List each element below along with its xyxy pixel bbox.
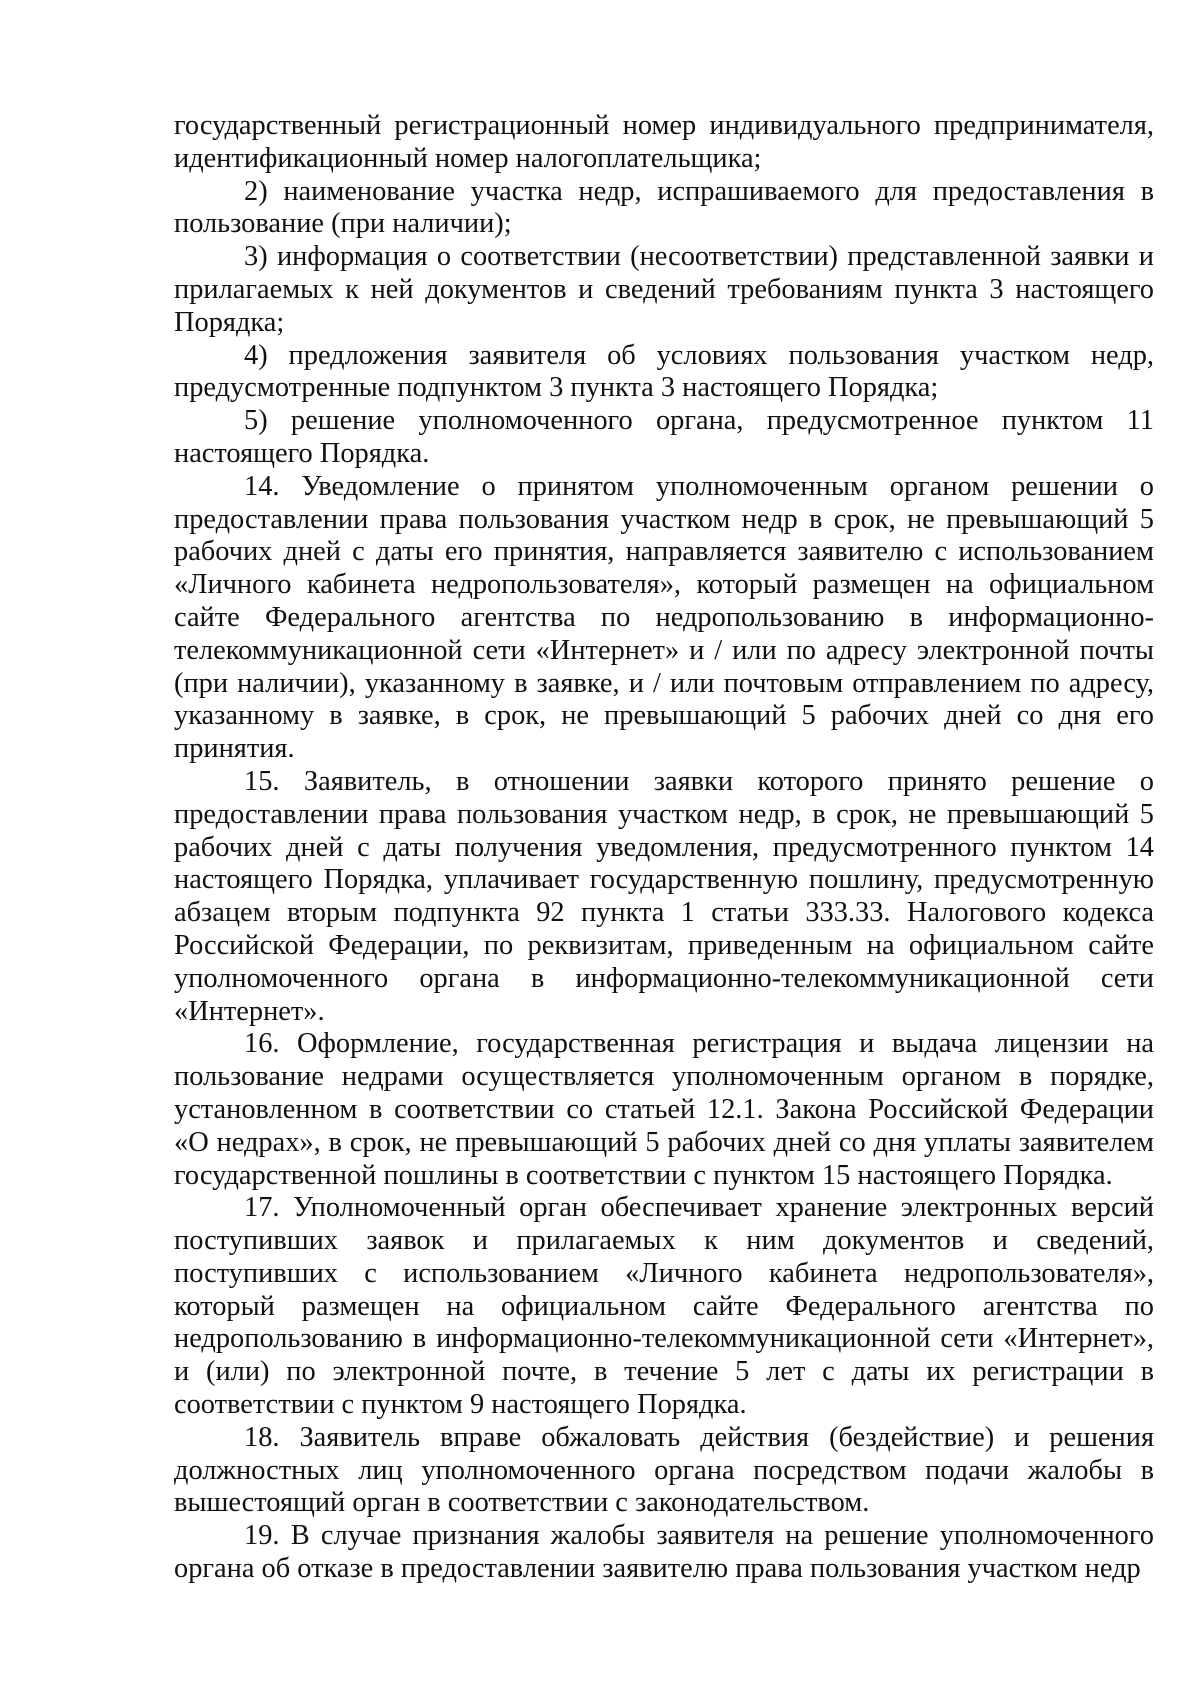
document-page xyxy=(174,110,1154,1586)
paragraph-item-2-subsoil-plot-name: 2) наименование участка недр, испрашиваемого для предоставления в пользование (при наличии); xyxy=(174,175,1154,240)
paragraph-clause-17-storage: 17. Уполномоченный орган обеспечивает хранение электронных версий поступивших заявок и прилагаемых к ним документов и сведений, поступивших с использованием «Личного кабинета недропользователя», который размещен на официальном сайте Федерального агентства по недропользованию в информационно-телекоммуникационной сети «Интернет», и (или) по электронной почте, в течение 5 лет с даты их регистрации в соответствии с пунктом 9 настоящего Порядка. xyxy=(174,1192,1154,1421)
paragraph-item-4-applicant-proposals: 4) предложения заявителя об условиях пользования участком недр, предусмотренные подпунктом 3 пункта 3 настоящего Порядка; xyxy=(174,339,1154,404)
paragraph-clause-18-appeal: 18. Заявитель вправе обжаловать действия (бездействие) и решения должностных лиц уполномоченного органа посредством подачи жалобы в вышестоящий орган в соответствии с законодательством. xyxy=(174,1421,1154,1519)
paragraph-clause-15-state-fee: 15. Заявитель, в отношении заявки которого принято решение о предоставлении права пользования участком недр, в срок, не превышающий 5 рабочих дней с даты получения уведомления, предусмотренного пунктом 14 настоящего Порядка, уплачивает государственную пошлину, предусмотренную абзацем вторым подпункта 92 пункта 1 статьи 333.33. Налогового кодекса Российской Федерации, по реквизитам, приведенным на официальном сайте уполномоченного органа в информационно-телекоммуникационной сети «Интернет». xyxy=(174,765,1154,1027)
paragraph-applicant-details-continued: государственный регистрационный номер индивидуального предпринимателя, идентификационный номер налогоплательщика; xyxy=(174,110,1154,174)
paragraph-clause-19-complaint: 19. В случае признания жалобы заявителя на решение уполномоченного органа об отказе в предоставлении заявителю права пользования участком недр xyxy=(174,1520,1154,1585)
paragraph-clause-14-notification: 14. Уведомление о принятом уполномоченным органом решении о предоставлении права пользования участком недр в срок, не превышающий 5 рабочих дней с даты его принятия, направляется заявителю с использованием «Личного кабинета недропользователя», который размещен на официальном сайте Федерального агентства по недропользованию в информационно-телекоммуникационной сети «Интернет» и / или по адресу электронной почты (при наличии), указанному в заявке, и / или почтовым отправлением по адресу, указанному в заявке, в срок, не превышающий 5 рабочих дней со дня его принятия. xyxy=(174,470,1154,765)
paragraph-clause-16-license-issuance: 16. Оформление, государственная регистрация и выдача лицензии на пользование недрами осуществляется уполномоченным органом в порядке, установленном в соответствии со статьей 12.1. Закона Российской Федерации «О недрах», в срок, не превышающий 5 рабочих дней со дня уплаты заявителем государственной пошлины в соответствии с пунктом 15 настоящего Порядка. xyxy=(174,1028,1154,1191)
paragraph-item-5-authority-decision: 5) решение уполномоченного органа, предусмотренное пунктом 11 настоящего Порядка. xyxy=(174,405,1154,469)
paragraph-item-3-compliance-info: 3) информация о соответствии (несоответствии) представленной заявки и прилагаемых к ней документов и сведений требованиям пункта 3 настоящего Порядка; xyxy=(174,241,1154,338)
